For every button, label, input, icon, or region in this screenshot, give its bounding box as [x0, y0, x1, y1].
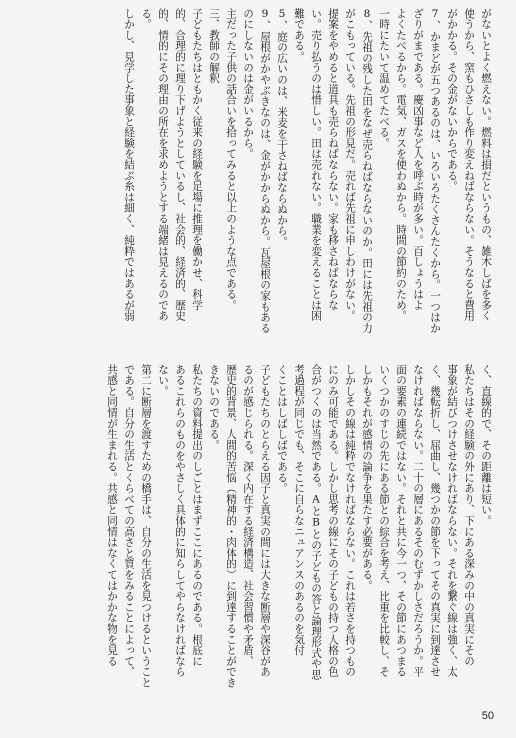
upper-text-column: 7、かまどが五つあるのは、いろいろたくさんたくから。一つはか: [429, 8, 441, 334]
upper-text-column: のにしないのは金がいるから。: [242, 8, 254, 160]
upper-text-block: [16, 8, 494, 348]
lower-text-column: く、幾転折し、屈曲し、幾つかの節を下ってその真実に到達させ: [429, 364, 441, 678]
lower-text-column: いくつかのすじの先にある節との綜合を考え、比重を比較し、そ: [378, 364, 390, 678]
upper-text-column: 8、先祖の残した田をなぜ売らねばならないのか。田には先祖の力: [361, 8, 373, 334]
upper-text-column: 三、教師の解釈: [208, 8, 220, 84]
lower-text-column: 考過程が同じでも、そこに自らなニュアンスのあるのを気付: [293, 364, 305, 656]
upper-text-column: 子どもたちはともかく従来の経験を足場に推理を働かせ、科学: [191, 8, 203, 311]
upper-text-column: ざりがまである。慶凶事など人を呼ぶ時が多い。百しょうはよ: [412, 8, 424, 311]
upper-text-column: 難である。: [293, 8, 305, 62]
lower-text-block: [16, 364, 494, 704]
upper-text-column: がこもっている。先祖の形見だ。売れば先祖に申しわけがない。: [344, 8, 356, 322]
lower-text-column: 子どもたちのとらえる因子と真実の間には大きな断層や深谷があ: [259, 364, 271, 678]
lower-text-column: るのが感じられる。深く内在する経済構造、社会習慣や矛盾、: [242, 364, 254, 667]
lower-text-column: く、直線的で、その距離は短い。: [480, 364, 492, 526]
lower-text-column: きないのである。: [208, 364, 220, 451]
lower-text-column: 私たちの資料提出のしごとはまずここにあるのである。根底に: [191, 364, 203, 667]
lower-text-column: 事象が結びつけさせなければならない。それを繋ぐ線は強く、太: [446, 364, 458, 678]
upper-text-column: 的、合理的に理り下げようとしているし、社会的、経済的、歴史: [174, 8, 186, 322]
upper-text-column: る。: [140, 8, 152, 30]
upper-text-column: い。売り払うのは惜しい。田は売れない。職業を変えることは困: [310, 8, 322, 322]
upper-text-column: 的、情的にその理由の所在を求めようとする端緒は見えるのであ: [157, 8, 169, 322]
lower-text-column: 歴史的背景、人間的苦悩（精神的・肉体的）に到達することができ: [225, 364, 237, 688]
lower-text-column: 合がつくのは当然である。AとBとの子どもの答と論理形式や思: [310, 364, 322, 680]
upper-text-column: 主だった子供の話合いを拾ってみると以上のような点である。: [225, 8, 237, 311]
upper-text-column: がかかる。その金がないからである。: [446, 8, 458, 192]
lower-text-column: なければならない。二十の層にあるそのむずかしさだろうか。平: [412, 364, 424, 678]
upper-text-column: よくたべるから。電気、ガスを使わぬから。時間の節約のため。: [395, 8, 407, 322]
lower-text-column: しかもそれが感情の論争を果たす必要がある。: [361, 364, 373, 591]
upper-text-column: 提案をやめると道具も売らねばならない。家も移さねばならな: [327, 8, 339, 311]
lower-text-column: しかしその線は純粋でなければならない。これは若さを持つもの: [344, 364, 356, 678]
lower-text-column: ない。: [157, 364, 169, 397]
lower-text-column: 面の要素の連続ではない。それと共に今一つ、その節にあつまる: [395, 364, 407, 678]
upper-text-column: 一時にたいて温めてたべる。: [378, 8, 390, 149]
lower-text-column: 私たちはその経験の外にあり、下にある深みの中の真実にその: [463, 364, 475, 667]
lower-text-column: 共感と同情が生まれる。共感と同情はなくてはかかな物を見る: [106, 364, 118, 667]
lower-text-column: くことはしばしばである。: [276, 364, 288, 494]
lower-text-column: あるこれらのものをやさしく具体的に知らしてやらなければなら: [174, 364, 186, 678]
lower-text-column: にのみ可能である。しかし思考の線にその子どもの持つ人格の色: [327, 364, 339, 678]
lower-text-column: 第二に断層を渡すための橋手は、自分の生活を見つけるということ: [140, 364, 152, 688]
upper-text-column: 5、庭の広いのは、米麦を干さねばならぬから。: [276, 8, 288, 247]
upper-text-column: しかし、見学した事象と経験を結ぶ糸は細く、純粋ではあるが弱: [123, 8, 135, 322]
upper-text-column: 9、屋根がかやぶきなのは、金がかからぬから。瓦屋根の家もある: [259, 8, 271, 334]
lower-text-column: である。自分の生活とくらべての高さと質をみることによって、: [123, 364, 135, 678]
upper-text-column: がないとよく燃えない。燃料は損だというもの、雑木しばを多く: [480, 8, 492, 322]
page-number: 50: [481, 710, 494, 722]
upper-text-column: 使うから、窯もひさしも作り変えねばならない。そうなると費用: [463, 8, 475, 322]
